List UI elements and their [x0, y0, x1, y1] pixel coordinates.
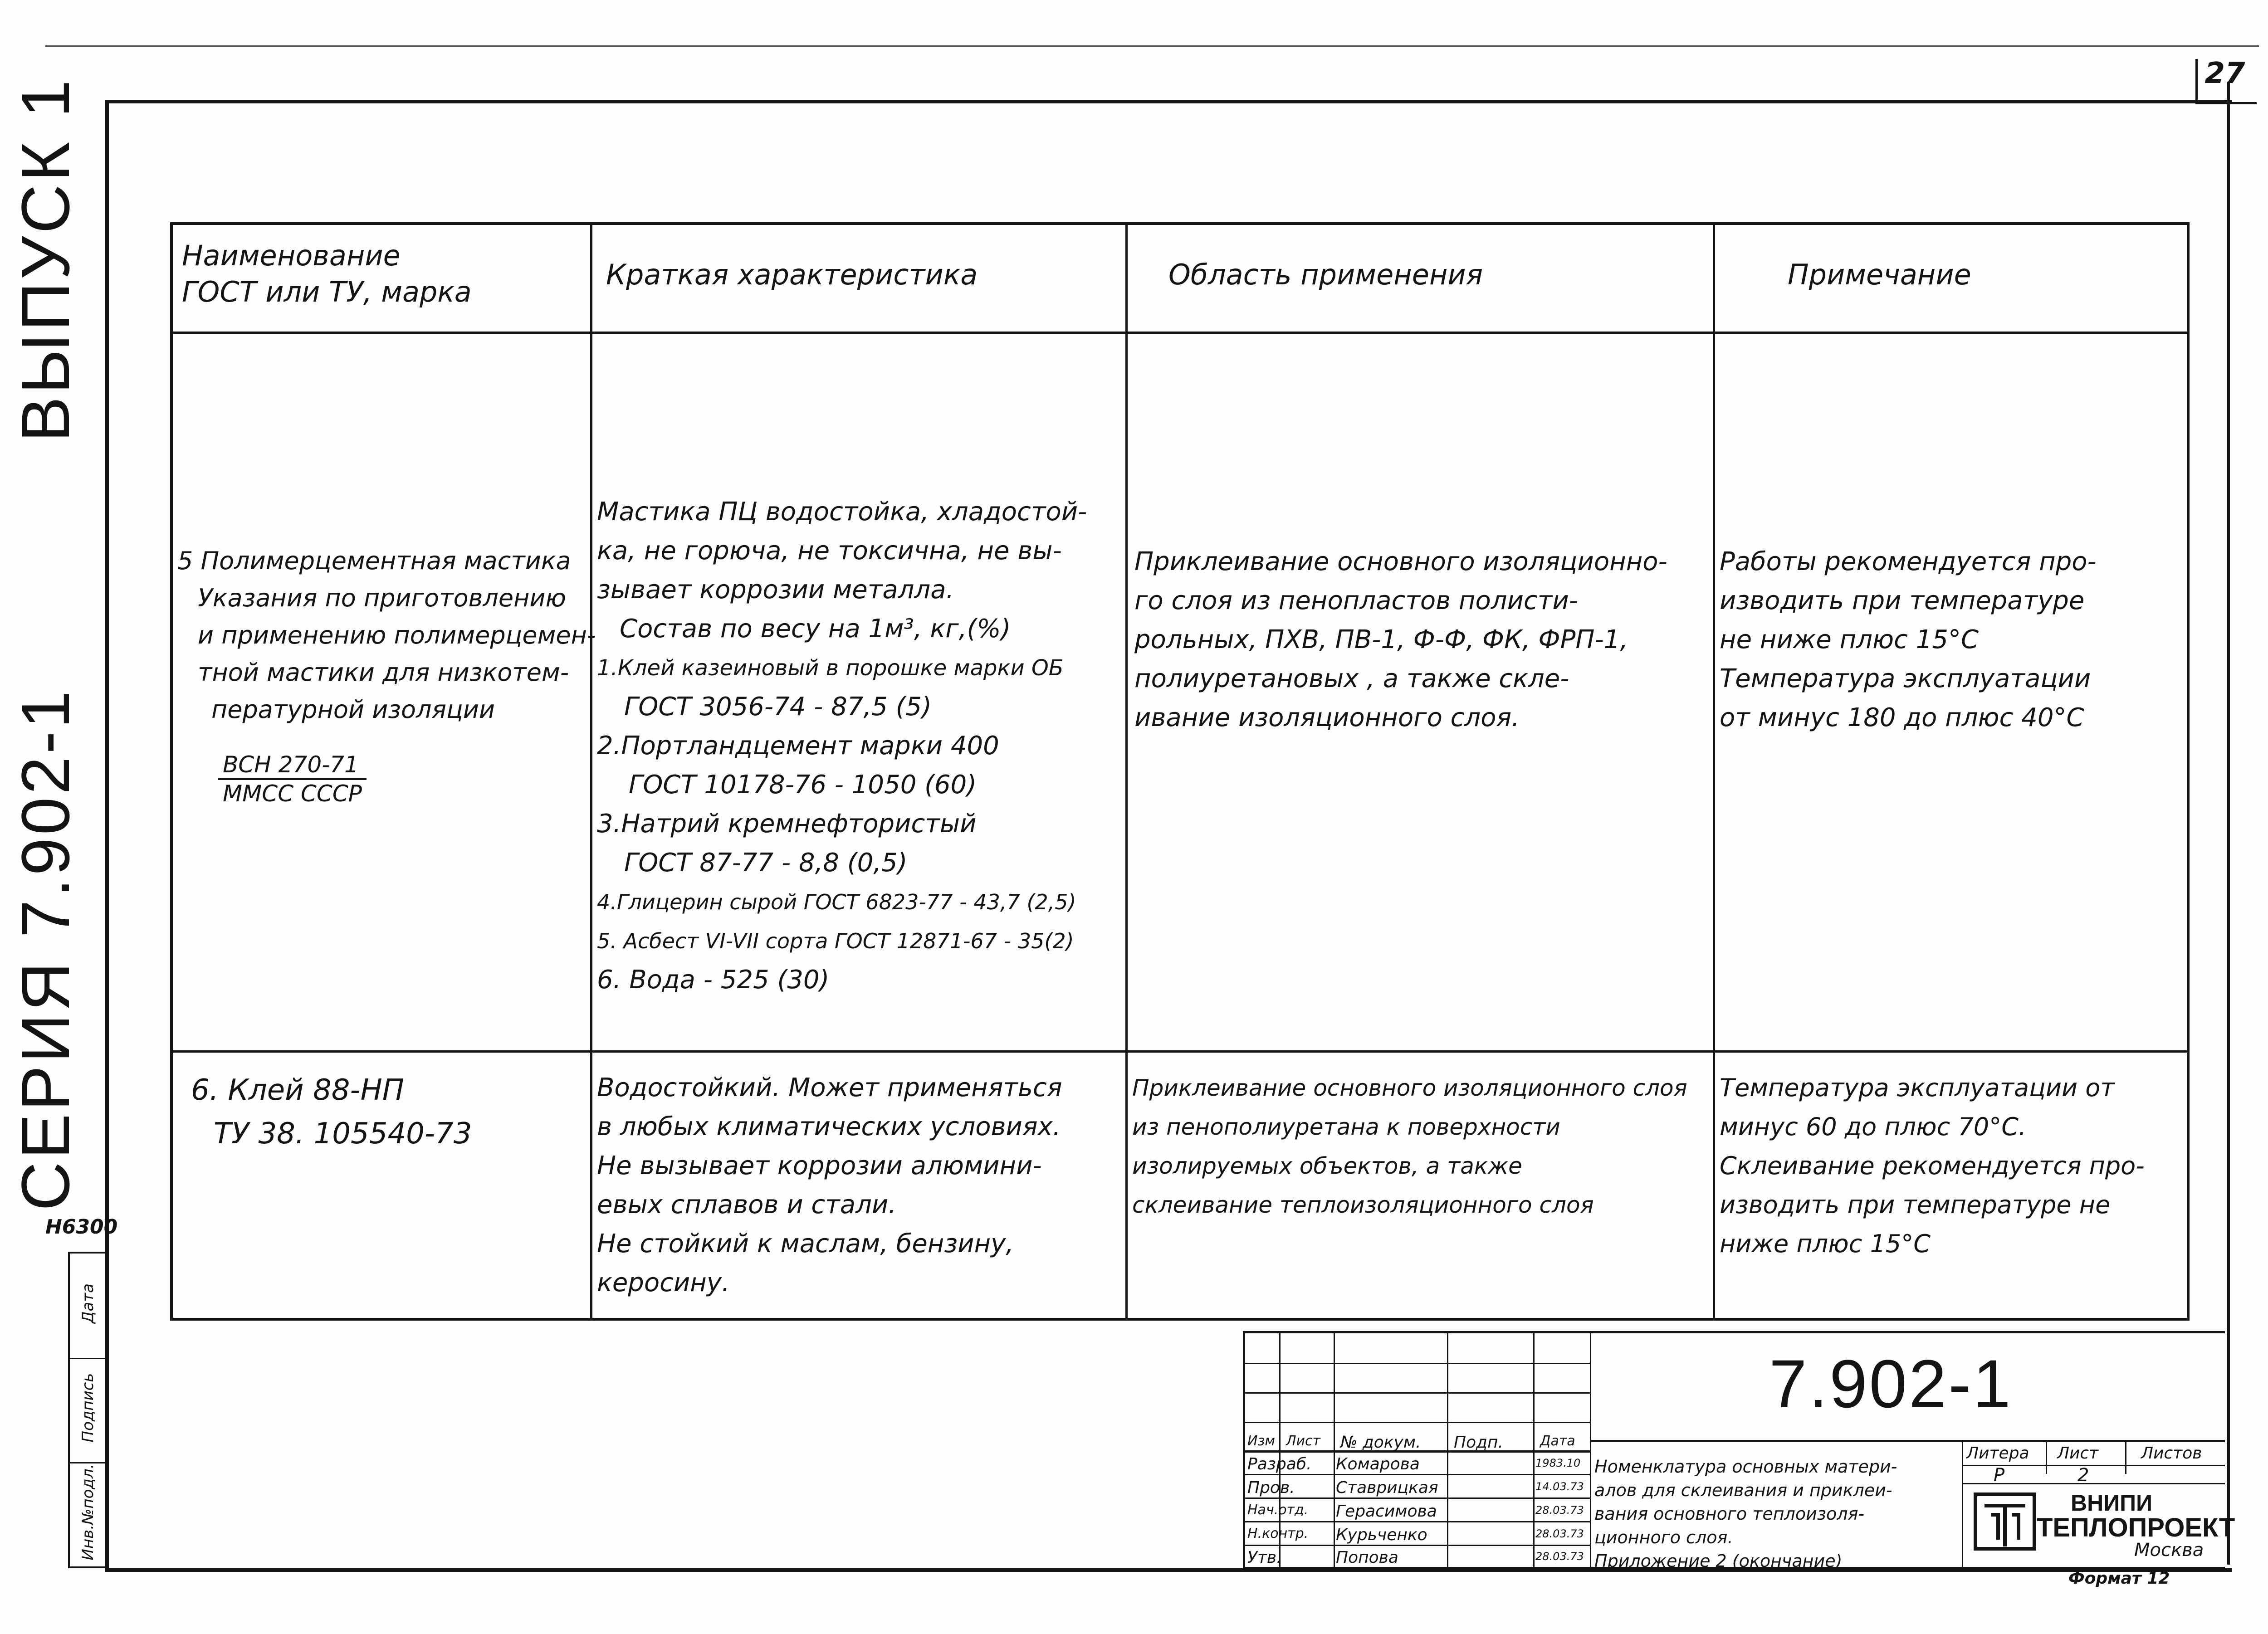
header-divider: [173, 332, 2187, 334]
row1-norm-fraction: ВСН 270-71 ММСС СССР: [218, 751, 367, 807]
issue-number: ВЫПУСК 1: [7, 77, 83, 442]
col-divider: [590, 225, 592, 1318]
page-number: 27: [2204, 57, 2245, 90]
stamp-cell-signature: [70, 1358, 105, 1463]
org-name-line2: ТЕПЛОПРОЕКТ: [2037, 1513, 2235, 1542]
header-note: Примечание: [1788, 258, 1971, 291]
header-application: Область применения: [1168, 258, 1483, 291]
row1-name: 5 Полимерцементная мастика Указания по приготовлению и применению полимерцемен- тной мастики для низкотем- пературной изоляции: [177, 546, 596, 724]
row2-name: 6. Клей 88-НП ТУ 38. 105540-73: [191, 1073, 472, 1151]
stamp-cell-inventory: [70, 1462, 105, 1565]
drawing-code: 7.902-1: [1769, 1346, 2013, 1422]
left-stamp: [68, 1252, 107, 1568]
top-border-line: [45, 45, 2259, 47]
col-divider: [1713, 225, 1715, 1318]
row2-application: Приклеивание основного изоляционного слоя из пенополиуретана к поверхности изолируемых объектов, а также склеивание теплоизоляционного слоя: [1132, 1075, 1687, 1218]
materials-table: [170, 222, 2190, 1321]
format-label: Формат 12: [2068, 1569, 2170, 1588]
row-divider: [173, 1050, 2187, 1053]
org-logo-icon: [1971, 1490, 2039, 1553]
row2-note: Температура эксплуатации от минус 60 до плюс 70°С. Склеивание рекомендуется про- изводить при температуре не ниже плюс 15°С: [1720, 1073, 2145, 1258]
stamp-label-inventory: Инв.№подл.: [79, 1463, 97, 1561]
stamp-label-date: Дата: [79, 1283, 97, 1324]
series-number: СЕРИЯ 7.902-1: [7, 688, 83, 1211]
stamp-cell-date: [70, 1254, 105, 1359]
drawing-title: Номенклатура основных матери- алов для склеивания и приклеи- вания основного теплоизоля- ционного слоя. Приложение 2 (окончание): [1594, 1457, 1897, 1571]
row1-characteristic: Мастика ПЦ водостойка, хладостой- ка, не горюча, не токсична, не вы- зывает коррозии металла. Состав по весу на 1м³, кг,(%) 1.Клей казеиновый в порошке марки ОБ ГОСТ 3056-74 - 87,5 (5) 2.Портландцемент марки 400 ГОСТ 10178-76 - 1050 (60) 3.Натрий кремнефтористый ГОСТ 87-77 - 8,8 (0,5) 4.Глицерин сырой ГОСТ 6823-77 - 43,7 (2,5) 5. Асбест VI-VII сорта ГОСТ 12871-67 - 35(2) 6. Вода - 525 (30): [597, 497, 1087, 995]
drawing-frame-right: [2227, 82, 2230, 1565]
header-characteristic: Краткая характеристика: [606, 258, 978, 291]
row1-note: Работы рекомендуется про- изводить при температуре не ниже плюс 15°С Температура эксплуатации от минус 180 до плюс 40°С: [1720, 547, 2097, 732]
header-name: Наименование ГОСТ или ТУ, марка: [182, 239, 472, 308]
stamp-label-signature: Подпись: [79, 1373, 97, 1443]
title-block: Изм Лист № докум. Подп. Дата Разраб. Комарова 1983.10 Пров. Ставрицкая 14.03.73 Нач.отд. Герасимова 28.03.73 Н.контр. Курьченко 28.03.73 Утв. Попова 28.03.73 7.902-1 Номенклатура основных матери- алов для склеивания и приклеи- вания основного теплоизоля- ционного слоя. Приложение 2 (окончание) Литера Лист Листов Р 2 ВНИПИ ТЕПЛОПРОЕКТ Москва: [1243, 1331, 2225, 1569]
row1-application: Приклеивание основного изоляционно- го слоя из пенопластов полисти- рольных, ПХВ, ПВ-1, Ф-Ф, ФК, ФРП-1, полиуретановых , а также скле- ивание изоляционного слоя.: [1134, 547, 1667, 732]
side-series-label: [5, 77, 86, 1211]
org-name-line1: ВНИПИ: [2071, 1490, 2153, 1516]
col-divider: [1125, 225, 1128, 1318]
row2-characteristic: Водостойкий. Может применяться в любых климатических условиях. Не вызывает коррозии алюмини- евых сплавов и стали. Не стойкий к маслам, бензину, керосину.: [597, 1073, 1062, 1297]
archive-code: Н6300: [45, 1215, 118, 1239]
org-city: Москва: [2134, 1540, 2204, 1561]
